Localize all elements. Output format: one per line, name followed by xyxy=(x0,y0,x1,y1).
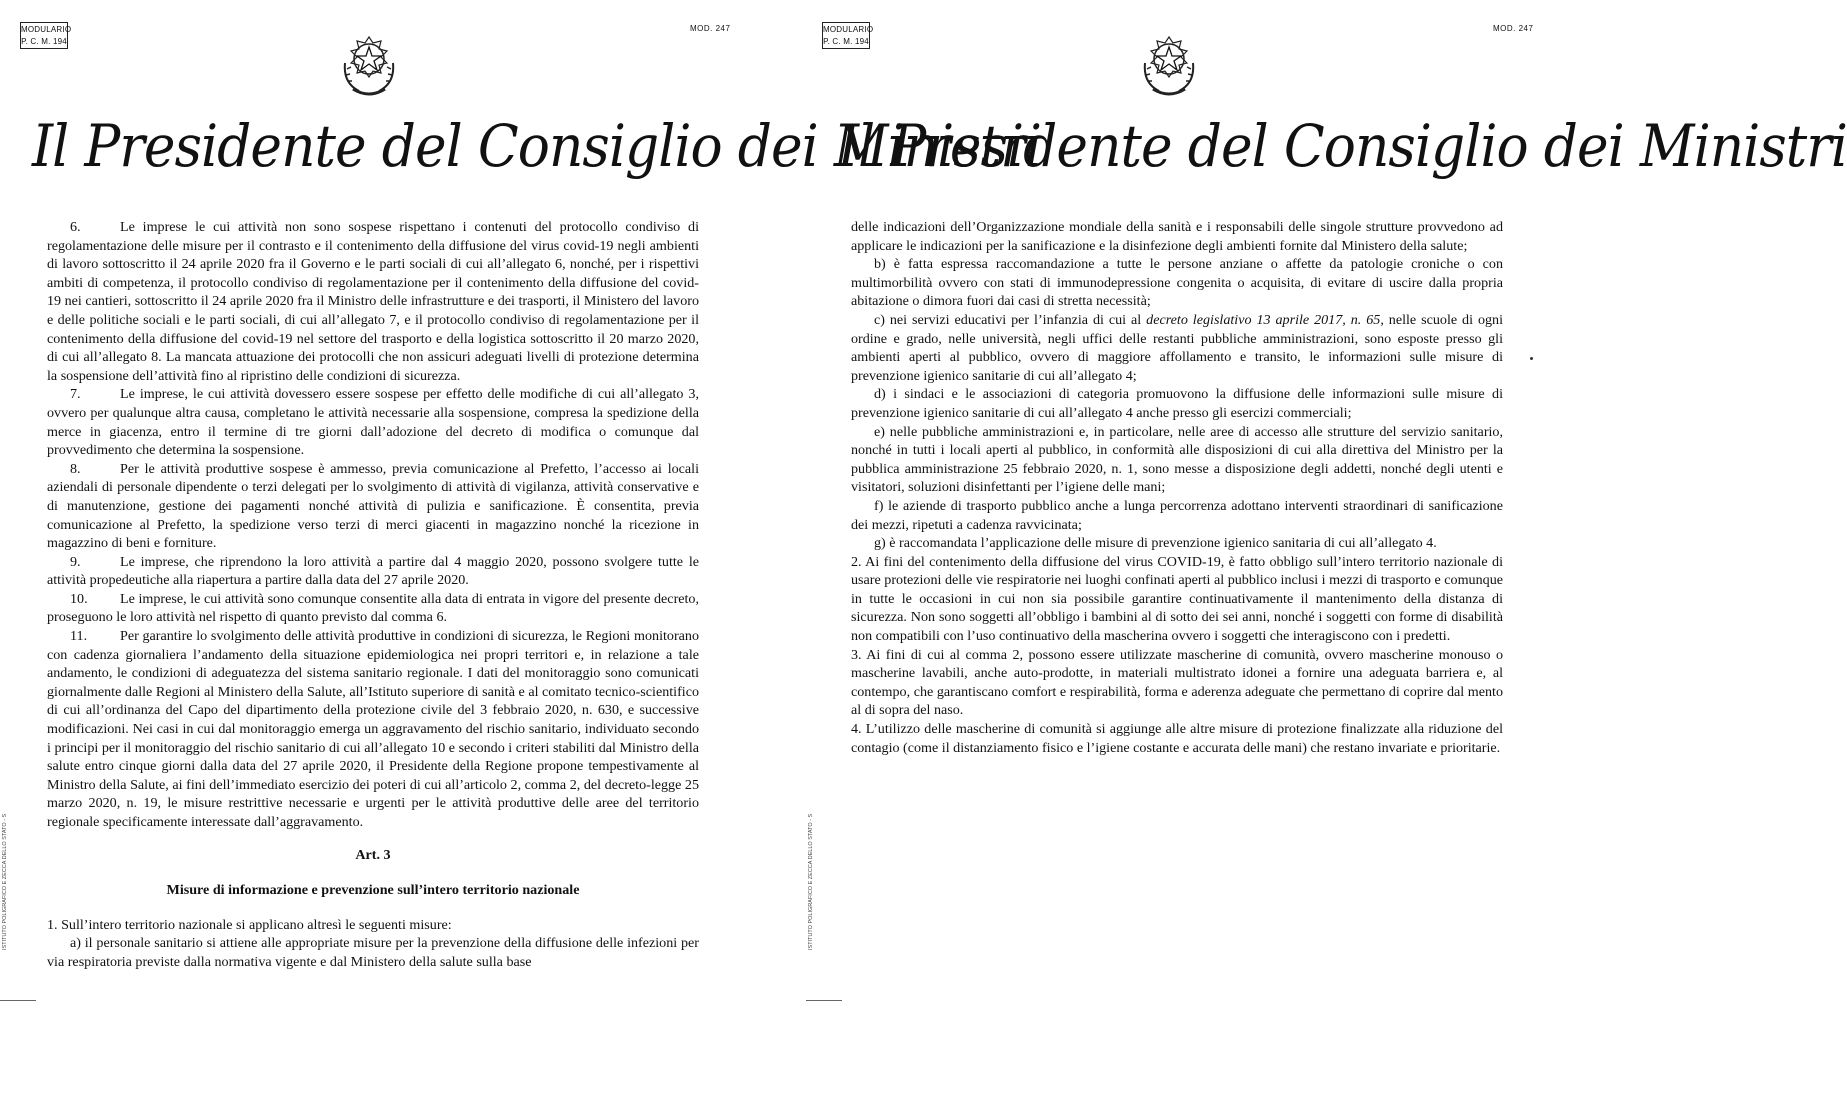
article-3-item-a: a) il personale sanitario si attiene alle appropriate misure per la prevenzione della diffusione delle infezioni per via respiratoria previste dalla normativa vigente e dal Ministero della salute sulla base xyxy=(47,935,699,970)
form-code: MOD. 247 xyxy=(690,24,731,33)
paragraph-text: Le imprese, che riprendono la loro attività a partire dal 4 maggio 2020, possono svolgere tutte le attività propedeutiche alla riapertura a partire dalla data del 27 aprile 2020. xyxy=(47,553,699,589)
paragraph-text: Le imprese, le cui attività dovessero essere sospese per effetto delle modifiche di cui all’allegato 3, ovvero per qualunque altra causa, completano le attività necessarie alla sospensione, compresa la spedizione della merce in giacenza, entro il termine di tre giorni dall’adozione del decreto di modifica o comunque dal provvedimento che determina la sospensione. xyxy=(47,386,699,459)
paragraph-8 xyxy=(47,460,699,553)
printer-margin-note: ISTITUTO POLIGRAFICO E ZECCA DELLO STATO - S xyxy=(2,813,8,950)
paragraph-number: 10. xyxy=(70,590,88,607)
right-page xyxy=(800,0,1847,1104)
paragraph-3: 3. Ai fini di cui al comma 2, possono essere utilizzate mascherine di comunità, ovvero mascherine monouso o mascherine lavabili, anche auto-prodotte, in materiali multistrato idonei a fornire una adeguata barriera e, al contempo, che garantiscano comfort e respirabilità, forma e aderenza adeguate che permettano di coprire dal mento al di sopra del naso. xyxy=(851,646,1503,719)
paragraph-10 xyxy=(47,590,699,627)
article-3-intro: 1. Sull’intero territorio nazionale si applicano altresì le seguenti misure: xyxy=(47,916,452,933)
paragraph-4: 4. L’utilizzo delle mascherine di comunità si aggiunge alle altre misure di protezione finalizzate alla riduzione del contagio (come il distanziamento fisico e l’igiene costante e accurata delle mani) che restano invariate e prioritarie. xyxy=(851,721,1503,756)
continued-text: delle indicazioni dell’Organizzazione mondiale della sanità e i responsabili delle singole strutture provvedono ad applicare le indicazioni per la sanificazione e la disinfezione degli ambienti fornite dal Ministero della salute; xyxy=(851,219,1503,254)
item-c-citation: decreto legislativo 13 aprile 2017, n. 65 xyxy=(1146,311,1381,328)
item-c-text-end: , nelle scuole di ogni ordine e grado, nelle università, negli uffici delle restanti pubbliche amministrazioni, sono esposte presso gli ambienti aperti al pubblico, ovvero di maggiore affollamento e transito, le informazioni sulle misure di prevenzione igienico sanitarie di cui all’allegato 4; xyxy=(851,311,1503,384)
form-code: MOD. 247 xyxy=(1493,24,1534,33)
paragraph-text: Per garantire lo svolgimento delle attività produttive in condizioni di sicurezza, le Regioni monitorano con cadenza giornaliera l’andamento della situazione epidemiologica nei propri territori e, in relazione a tale andamento, le condizioni di adeguatezza del sistema sanitario regionale. I dati del monitoraggio sono comunicati giornalmente dalle Regioni al Ministero della Salute, all’Istituto superiore di sanità e al comitato tecnico-scientifico di cui all’ordinanza del Capo del dipartimento della protezione civile del 3 febbraio 2020, n. 630, e successive modificazioni. Nei casi in cui dal monitoraggio emerga un aggravamento del rischio sanitario, individuato secondo i principi per il monitoraggio del rischio sanitario di cui all’allegato 10 e secondo i criteri stabiliti dal Ministro della salute entro cinque giorni dalla data del 27 aprile 2020, il Presidente della Regione propone tempestivamente al Ministro della Salute, ai fini dell’immediato esercizio dei poteri di cui all’articolo 2, comma 2, del decreto-legge 25 marzo 2020, n. 19, le misure restrittive necessarie e urgenti per le attività produttive delle aree del territorio regionale specificamente interessate dall’aggravamento. xyxy=(47,628,699,830)
president-heading: Il Presidente del Consiglio dei Ministri xyxy=(838,112,1847,180)
form-box-line: MODULARIO xyxy=(21,25,72,34)
paragraph-number: 6. xyxy=(70,219,81,235)
right-body xyxy=(851,218,1503,757)
paragraph-text: Per le attività produttive sospese è ammesso, previa comunicazione al Prefetto, l’accesso ai locali aziendali di personale dipendente o terzi delegati per lo svolgimento di attività di vigilanza, attività conservative e di manutenzione, gestione dei pagamenti nonché attività di pulizia e sanificazione. È consentita, previa comunicazione al Prefetto, la spedizione verso terzi di merci giacenti in magazzino nonché la ricezione in magazzino di beni e forniture. xyxy=(47,460,699,552)
paragraph-number: 7. xyxy=(70,386,81,403)
paragraph-number: 11. xyxy=(70,628,88,645)
left-body xyxy=(47,218,699,972)
scan-speck xyxy=(1530,357,1533,360)
paragraph-11 xyxy=(47,627,699,832)
paragraph-7 xyxy=(47,385,699,459)
item-e: e) nelle pubbliche amministrazioni e, in particolare, nelle aree di accesso alle strutture del servizio sanitario, nonché in tutti i locali aperti al pubblico, in conformità alle disposizioni di cui alla direttiva del Ministro per la pubblica amministrazione 25 febbraio 2020, n. 1, sono messe a disposizione degli addetti, nonché degli utenti e visitatori, soluzioni disinfettanti per l’igiene delle mani; xyxy=(851,423,1503,496)
paragraph-text: Le imprese le cui attività non sono sospese rispettano i contenuti del protocollo condiviso di regolamentazione delle misure per il contrasto e il contenimento della diffusione del virus covid-19 negli ambienti di lavoro sottoscritto il 24 aprile 2020 fra il Governo e le parti sociali di cui all’allegato 6, nonché, per i rispettivi ambiti di competenza, il protocollo condiviso di regolamentazione per il contenimento della diffusione del covid-19 nei cantieri, sottoscritto il 24 aprile 2020 fra il Ministro delle infrastrutture e dei trasporti, il Ministero del lavoro e delle politiche sociali e le parti sociali, di cui all’allegato 7, e il protocollo condiviso di regolamentazione per il contenimento della diffusione del covid-19 nel settore del trasporto e della logistica sottoscritto il 20 marzo 2020, di cui all’allegato 8. La mancata attuazione dei protocolli che non assicuri adeguati livelli di protezione determina la sospensione dell’attività fino al ripristino delle condizioni di sicurezza. xyxy=(47,219,699,384)
modulario-box xyxy=(20,22,72,49)
item-b: b) è fatta espressa raccomandazione a tutte le persone anziane o affette da patologie croniche o con multimorbilità ovvero con stati di immunodepressione congenita o acquisita, di evitare di uscire dalla propria abitazione o dimora fuori dai casi di stretta necessità; xyxy=(851,256,1503,310)
republic-emblem-icon xyxy=(337,33,401,101)
paragraph-9 xyxy=(47,553,699,590)
republic-emblem-icon xyxy=(1137,33,1201,101)
item-g: g) è raccomandata l’applicazione delle misure di prevenzione igienico sanitaria di cui all’allegato 4. xyxy=(874,535,1437,552)
paragraph-number: 9. xyxy=(70,553,81,570)
article-title: Art. 3 xyxy=(355,846,391,863)
item-f: f) le aziende di trasporto pubblico anche a lunga percorrenza adottano interventi straordinari di sanificazione dei mezzi, ripetuti a cadenza ravvicinata; xyxy=(851,497,1503,533)
item-d: d) i sindaci e le associazioni di categoria promuovono la diffusione delle informazioni sulle misure di prevenzione igienico sanitarie di cui all’allegato 4 anche presso gli esercizi commerciali; xyxy=(851,386,1503,421)
president-heading: Il Presidente del Consiglio dei Ministri xyxy=(32,112,1042,180)
margin-rule xyxy=(806,1000,842,1001)
item-c-text: c) nei servizi educativi per l’infanzia di cui al xyxy=(874,311,1147,328)
form-box-line: P. C. M. 194 xyxy=(823,37,869,46)
item-c xyxy=(851,311,1503,385)
printer-margin-note: ISTITUTO POLIGRAFICO E ZECCA DELLO STATO - S xyxy=(808,813,814,950)
paragraph-text: Le imprese, le cui attività sono comunque consentite alla data di entrata in vigore del presente decreto, proseguono le loro attività nel rispetto di quanto previsto dal comma 6. xyxy=(47,590,699,626)
modulario-box xyxy=(822,22,874,49)
paragraph-6 xyxy=(47,218,699,385)
paragraph-2: 2. Ai fini del contenimento della diffusione del virus COVID-19, è fatto obbligo sull’intero territorio nazionale di usare protezioni delle vie respiratorie nei luoghi confinati aperti al pubblico inclusi i mezzi di trasporto e comunque in tutte le occasioni in cui non sia possibile garantire continuativamente il mantenimento della distanza di sicurezza. Non sono soggetti all’obbligo i bambini al di sotto dei sei anni, nonché i soggetti con forme di disabilità non compatibili con l’uso continuativo della mascherina ovvero i soggetti che interagiscono con i predetti. xyxy=(851,553,1503,645)
paragraph-number: 8. xyxy=(70,460,81,477)
form-box-line: MODULARIO xyxy=(823,25,874,34)
form-box-line: P. C. M. 194 xyxy=(21,37,67,46)
margin-rule xyxy=(0,1000,36,1001)
article-subtitle: Misure di informazione e prevenzione sull’intero territorio nazionale xyxy=(166,882,580,899)
